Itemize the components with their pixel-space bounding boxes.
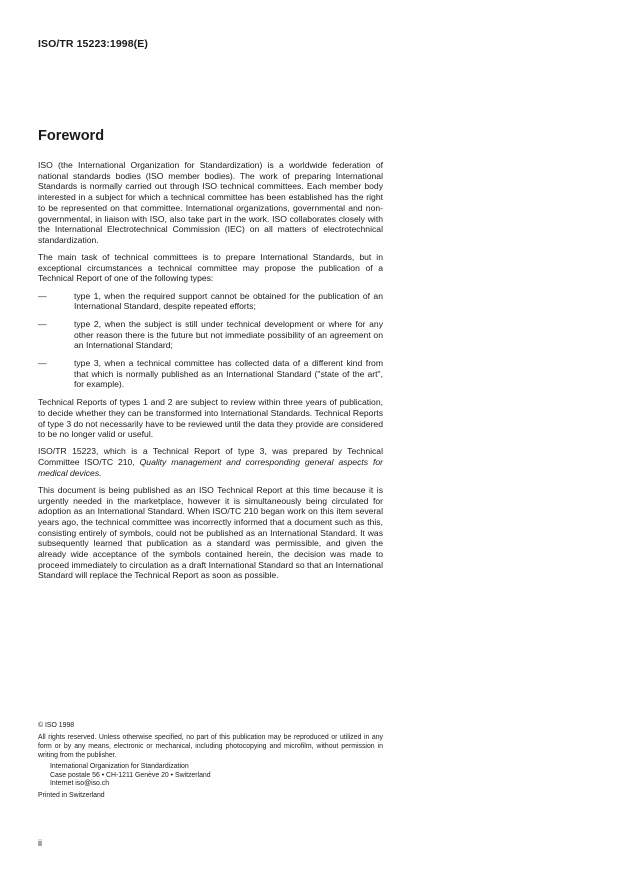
iso-internet: Internet iso@iso.ch — [50, 780, 110, 788]
list-item-type-2 — [38, 319, 383, 351]
copyright-line: © ISO 1998 — [38, 722, 75, 729]
iso-address: Case postale 56 • CH-1211 Genève 20 • Switzerland — [50, 771, 211, 779]
document-id: ISO/TR 15223:1998(E) — [38, 38, 148, 50]
copyright-footer — [38, 722, 383, 801]
list-item-text: type 2, when the subject is still under technical development or where for any other reason there is the future but not immediate possibility of an agreement on an International Standard; — [74, 318, 383, 351]
dash-bullet: — — [38, 290, 47, 301]
paragraph-committee-task: The main task of technical committees is to prepare International Standards, but in exceptional circumstances a technical committee may propose the publication of a Technical Report of one of the following types: — [38, 252, 383, 284]
list-item-type-3 — [38, 358, 383, 390]
tc210-title: Quality management and corresponding general aspects for medical devices. — [38, 457, 383, 478]
paragraph-review: Technical Reports of types 1 and 2 are subject to review within three years of publication, to decide whether they can be transformed into International Standards. Technical Reports of type 3 do not necessarily have to be reviewed until the data they provide are considered to be no longer valid or useful. — [38, 397, 383, 440]
paragraph-iso-intro: ISO (the International Organization for Standardization) is a worldwide federation of national standards bodies (ISO member bodies). The work of preparing International Standards is normally carried out through ISO technical committees. Each member body interested in a subject for which a technical committee has been established has the right to be represented on that committee. International organizations, governmental and non-governmental, in liaison with ISO, also take part in the work. ISO collaborates closely with the International Electrotechnical Commission (IEC) on all matters of electrotechnical standardization. — [38, 160, 383, 245]
printed-in: Printed in Switzerland — [38, 792, 105, 800]
list-item-text: type 1, when the required support cannot be obtained for the publication of an International Standard, despite repeated efforts; — [74, 290, 383, 312]
page-number: ii — [38, 838, 42, 848]
dash-bullet: — — [38, 318, 47, 329]
dash-bullet: — — [38, 358, 47, 369]
foreword-heading: Foreword — [38, 128, 105, 144]
paragraph-publication-note: This document is being published as an ISO Technical Report at this time because it is urgently needed in the marketplace, however it is simultaneously being circulated for adoption as an International Standard. When ISO/TC 210 began work on this item several years ago, the technical committee was incorrectly informed that a document such as this, consisting entirely of symbols, could not be published as an International Standard. It was subsequently learned that publication as a standard was permissible, and given the already wide acceptance of the symbols contained herein, the decision was made to proceed immediately to circulation as a draft International Standard so that an International Standard will replace the Technical Report as soon as possible. — [38, 484, 383, 581]
list-item-type-1 — [38, 291, 383, 312]
tc210-text: ISO/TR 15223, which is a Technical Report of type 3, was prepared by Technical Committee ISO/TC 210, — [38, 446, 383, 468]
rights-notice: All rights reserved. Unless otherwise specified, no part of this publication may be reproduced or utilized in any form or by any means, electronic or mechanical, including photocopying and microfilm, without permission in writing from the publisher. — [38, 733, 383, 759]
iso-org-name: International Organization for Standardization — [50, 762, 189, 770]
paragraph-tc210 — [38, 446, 383, 478]
foreword-body — [38, 160, 383, 588]
list-item-text: type 3, when a technical committee has collected data of a different kind from that which is normally published as an International Standard ("state of the art", for example). — [74, 358, 383, 390]
